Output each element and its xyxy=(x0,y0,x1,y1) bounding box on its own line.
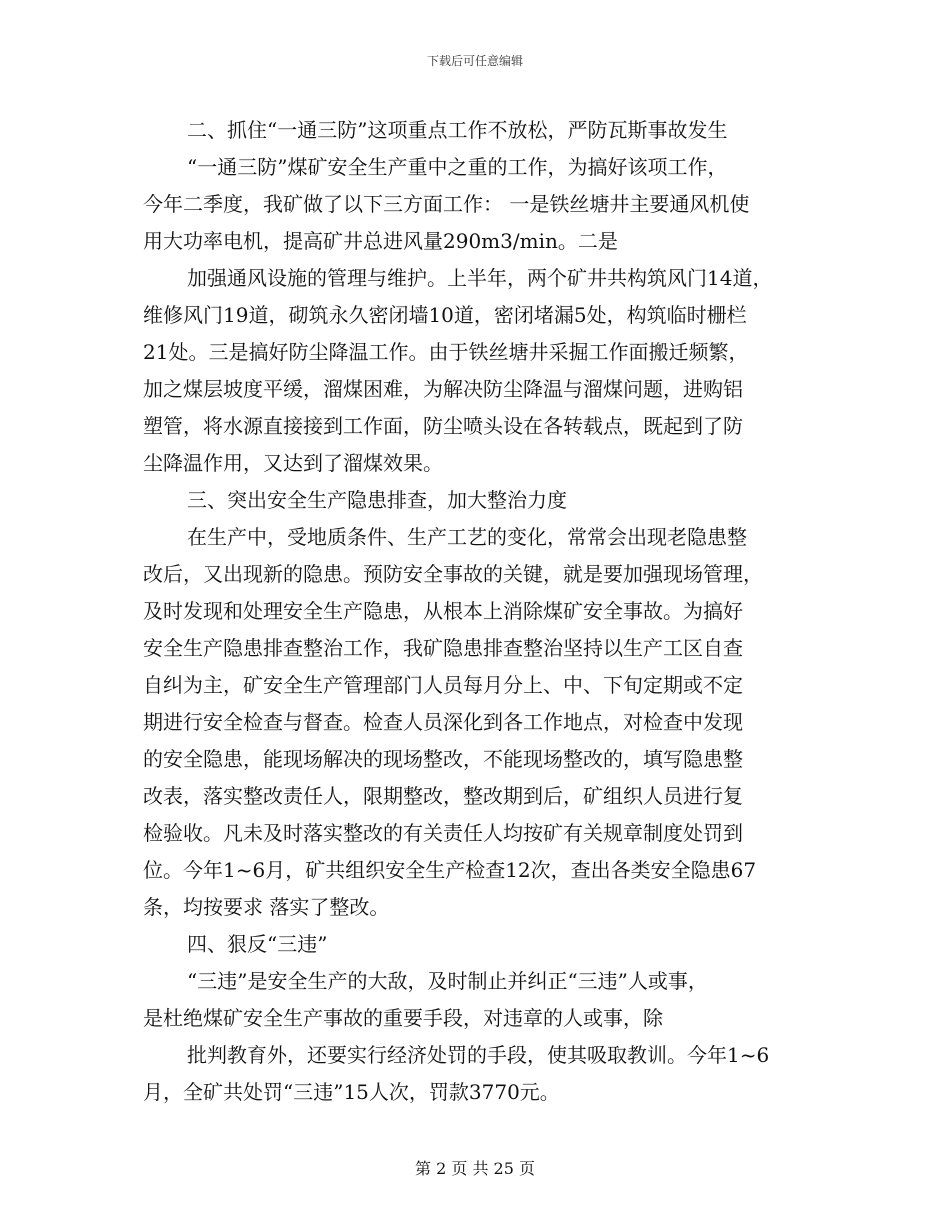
text-line: 位。今年1~6月，矿共组织安全生产检查12次，查出各类安全隐患67 xyxy=(143,858,757,882)
text-line: 批判教育外，还要实行经济处罚的手段，使其吸取教训。今年1~6 xyxy=(187,1043,770,1067)
text-line: 检验收。凡未及时落实整改的有关责任人均按矿有关规章制度处罚到 xyxy=(143,821,743,845)
text-line: 及时发现和处理安全生产隐患，从根本上消除煤矿安全事故。为搞好 xyxy=(143,599,743,623)
text-line: 改后，又出现新的隐患。预防安全事故的关键，就是要加强现场管理， xyxy=(143,562,763,586)
page-header: 下载后可任意编辑 xyxy=(426,54,523,68)
text-line: 在生产中，受地质条件、生产工艺的变化，常常会出现老隐患整 xyxy=(187,525,747,549)
text-line: 二、抓住“一通三防”这项重点工作不放松，严防瓦斯事故发生 xyxy=(187,118,728,142)
text-line: 尘降温作用，又达到了溜煤效果。 xyxy=(143,451,443,475)
text-line: 是杜绝煤矿安全生产事故的重要手段，对违章的人或事，除 xyxy=(143,1006,663,1030)
text-line: 维修风门19道，砌筑永久密闭墙10道，密闭堵漏5处，构筑临时栅栏 xyxy=(143,303,747,327)
text-line: 安全生产隐患排查整治工作，我矿隐患排查整治坚持以生产工区自查 xyxy=(143,636,743,660)
text-line: 月，全矿共处罚“三违”15人次，罚款3770元。 xyxy=(143,1080,560,1104)
text-line: 今年二季度，我矿做了以下三方面工作： 一是铁丝塘井主要通风机使 xyxy=(143,192,750,216)
text-line: 加之煤层坡度平缓，溜煤困难，为解决防尘降温与溜煤问题，进购铝 xyxy=(143,377,743,401)
text-line: 期进行安全检查与督查。检查人员深化到各工作地点，对检查中发现 xyxy=(143,710,743,734)
text-line: 21处。三是搞好防尘降温工作。由于铁丝塘井采掘工作面搬迁频繁， xyxy=(143,340,749,364)
text-line: “一通三防”煤矿安全生产重中之重的工作，为搞好该项工作， xyxy=(187,155,728,179)
text-line: 条，均按要求 落实了整改。 xyxy=(143,895,390,919)
text-line: 改表，落实整改责任人，限期整改，整改期到后，矿组织人员进行复 xyxy=(143,784,743,808)
text-line: 用大功率电机，提高矿井总进风量290m3/min。二是 xyxy=(143,229,618,253)
text-line: 加强通风设施的管理与维护。上半年，两个矿井共构筑风门14道， xyxy=(187,266,773,290)
text-line: “三违”是安全生产的大敌，及时制止并纠正“三违”人或事， xyxy=(187,969,708,993)
text-line: 三、突出安全生产隐患排查，加大整治力度 xyxy=(187,488,567,512)
text-line: 自纠为主，矿安全生产管理部门人员每月分上、中、下旬定期或不定 xyxy=(143,673,743,697)
text-line: 四、狠反“三违” xyxy=(187,932,328,956)
text-line: 的安全隐患，能现场解决的现场整改，不能现场整改的，填写隐患整 xyxy=(143,747,743,771)
text-line: 塑管，将水源直接接到工作面，防尘喷头设在各转载点，既起到了防 xyxy=(143,414,743,438)
page-footer: 第 2 页 共 25 页 xyxy=(415,1159,535,1178)
document-body xyxy=(143,112,808,1111)
